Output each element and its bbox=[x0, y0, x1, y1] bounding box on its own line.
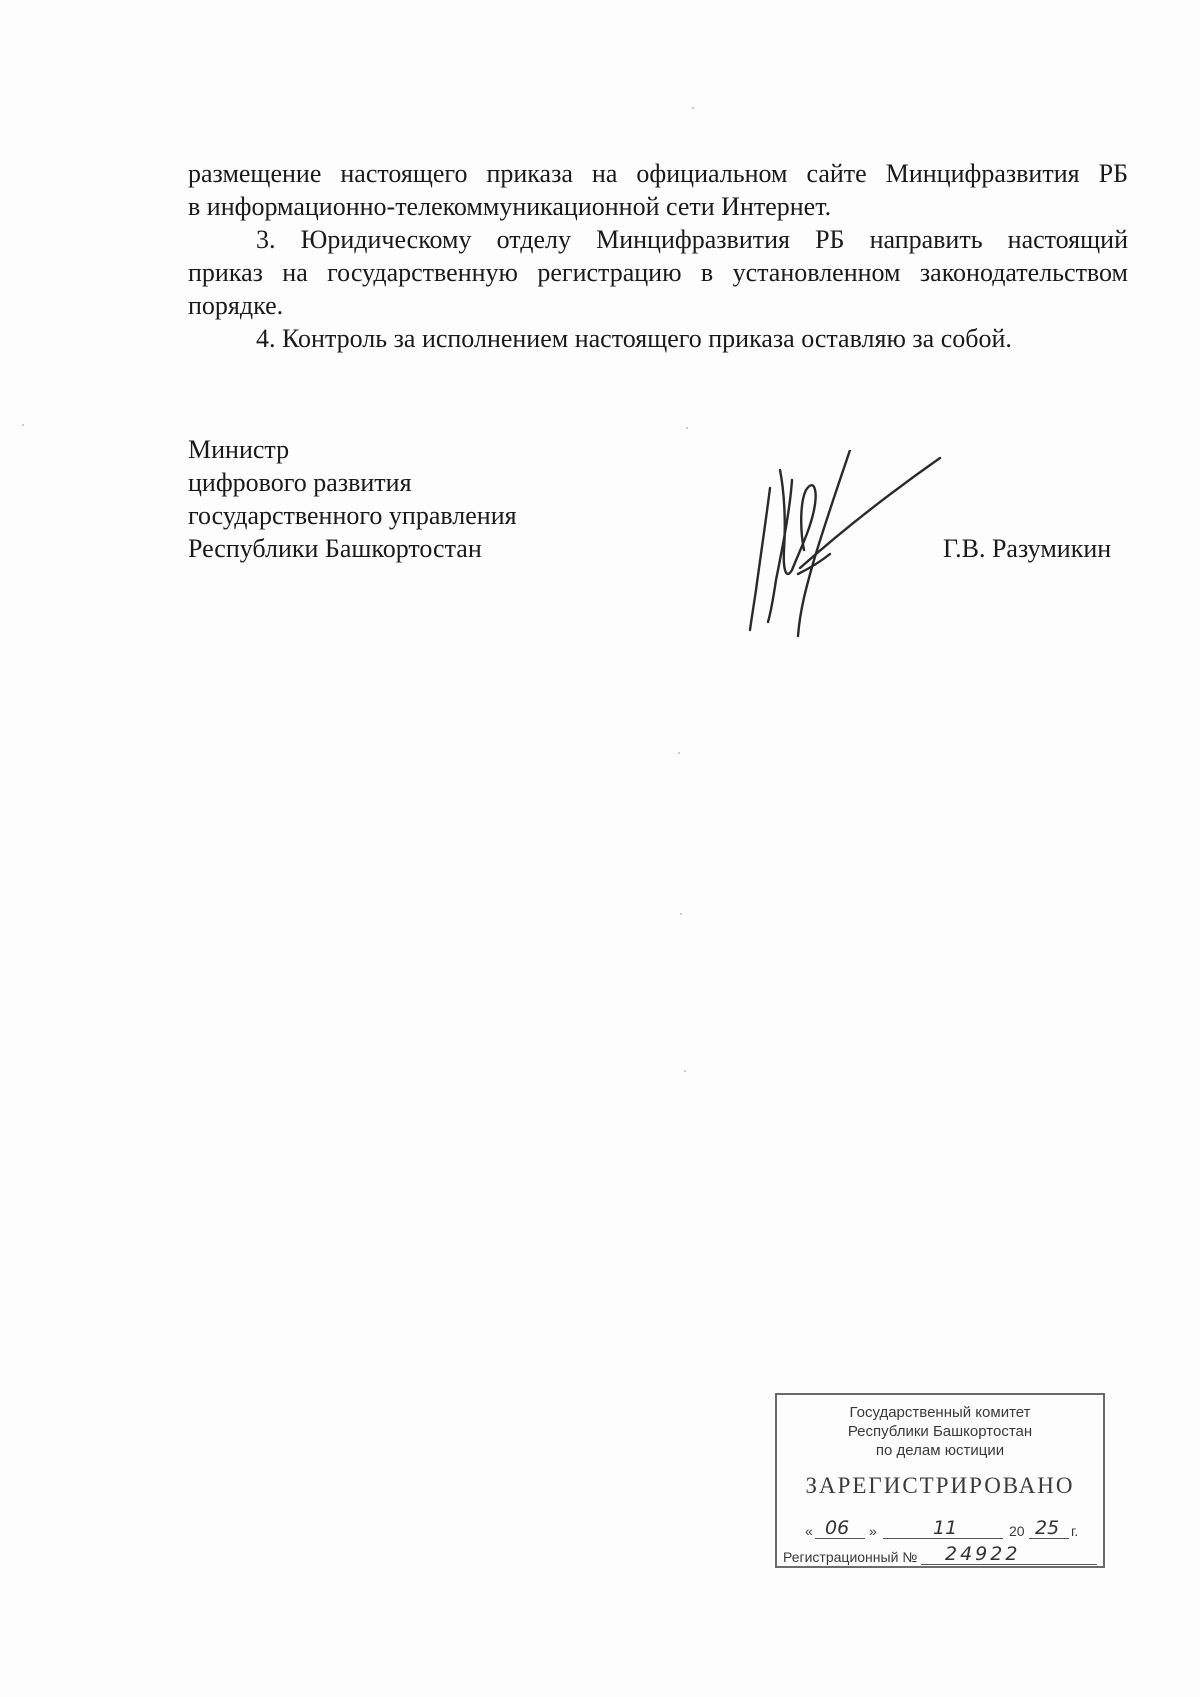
paragraph-control bbox=[188, 322, 1128, 355]
stamp-org-line: по делам юстиции bbox=[875, 1442, 1005, 1459]
date-close-quote: » bbox=[869, 1523, 877, 1539]
signer-name: Г.В. Разумикин bbox=[943, 534, 1112, 563]
stamp-registration-number bbox=[783, 1545, 1099, 1567]
handwritten-signature bbox=[740, 450, 960, 640]
signer-title bbox=[188, 433, 517, 565]
stamp-organization bbox=[777, 1403, 1103, 1460]
signer-title-line: цифрового развития bbox=[188, 468, 412, 497]
paragraph-line: 4. Контроль за исполнением настоящего приказа оставляю за собой. bbox=[256, 324, 1012, 353]
document-body bbox=[188, 157, 1128, 355]
signer-title-line: Республики Башкортостан bbox=[188, 534, 482, 563]
paragraph-line: 3. Юридическому отделу Минцифразвития РБ направить настоящий bbox=[256, 225, 1128, 254]
scan-artifact bbox=[22, 424, 24, 426]
paragraph-line: размещение настоящего приказа на официальном сайте Минцифразвития РБ bbox=[188, 159, 1128, 188]
date-year-suffix: 25 bbox=[1035, 1517, 1060, 1539]
date-year-prefix: 20 bbox=[1009, 1523, 1025, 1539]
signer-title-line: Министр bbox=[188, 435, 290, 464]
stamp-date bbox=[805, 1517, 1095, 1541]
paragraph-line: в информационно-телекоммуникационной сети Интернет. bbox=[188, 192, 832, 221]
date-day: 06 bbox=[825, 1517, 850, 1539]
scan-artifact bbox=[684, 1070, 686, 1072]
date-year-unit: г. bbox=[1071, 1523, 1079, 1539]
signature-stroke bbox=[750, 488, 770, 630]
paragraph-line: порядке. bbox=[188, 291, 284, 320]
paragraph-registration bbox=[188, 223, 1128, 322]
scan-artifact bbox=[686, 427, 688, 429]
scan-artifact bbox=[680, 913, 682, 915]
scan-artifact bbox=[678, 752, 680, 754]
signature-stroke bbox=[800, 458, 940, 568]
signer-title-line: государственного управления bbox=[188, 501, 517, 530]
paragraph-publication bbox=[188, 157, 1128, 223]
paragraph-line: приказ на государственную регистрацию в установленном законодательством bbox=[188, 258, 1128, 287]
stamp-title: ЗАРЕГИСТРИРОВАНО bbox=[805, 1473, 1075, 1498]
stamp-org-line: Республики Башкортостан bbox=[847, 1423, 1033, 1440]
reg-number: 24922 bbox=[945, 1543, 1021, 1565]
scan-artifact bbox=[692, 107, 694, 109]
signature-stroke bbox=[768, 480, 792, 622]
registration-stamp bbox=[775, 1393, 1105, 1568]
signature-stroke bbox=[798, 450, 850, 636]
stamp-org-line: Государственный комитет bbox=[849, 1404, 1031, 1421]
reg-label: Регистрационный № bbox=[783, 1549, 918, 1565]
date-open-quote: « bbox=[805, 1523, 813, 1539]
date-month: 11 bbox=[933, 1517, 958, 1539]
